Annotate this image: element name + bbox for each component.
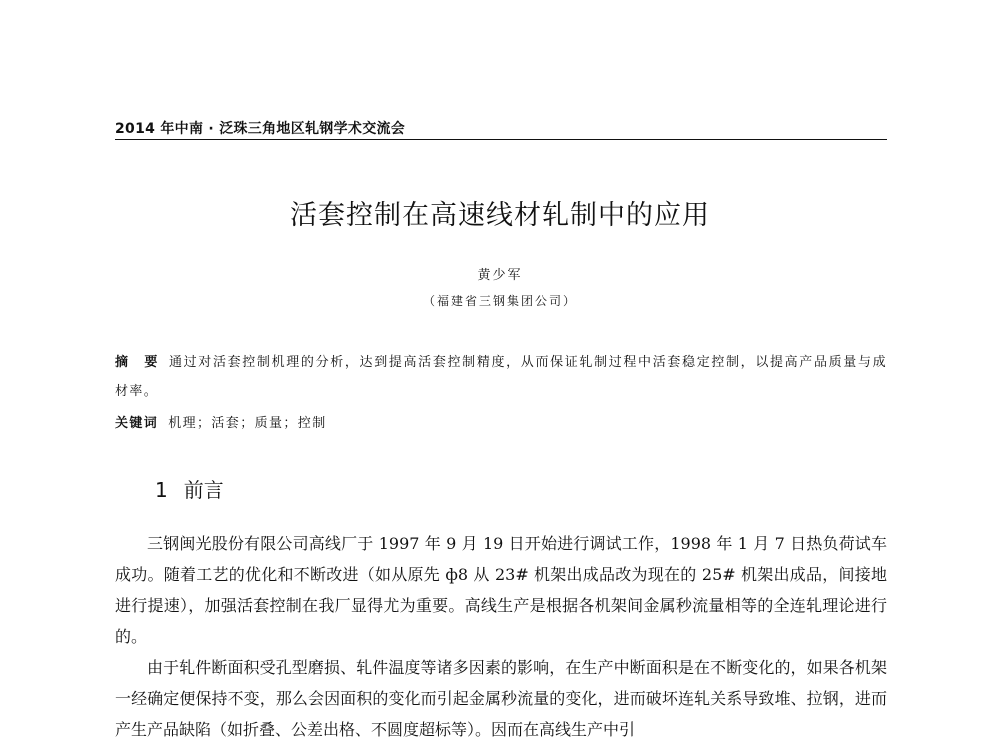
header-rule (115, 139, 887, 140)
author-affiliation: （福建省三钢集团公司） (422, 294, 577, 308)
section-body (115, 528, 887, 745)
keywords-text: 机理；活套；质量；控制 (168, 416, 327, 431)
running-header: 2014 年中南 · 泛珠三角地区轧钢学术交流会 (115, 121, 406, 137)
abstract-label: 摘 要 (115, 355, 159, 370)
keywords (115, 412, 327, 431)
section-title: 前言 (183, 478, 224, 502)
abstract-text: 通过对活套控制机理的分析，达到提高活套控制精度，从而保证轧制过程中活套稳定控制，以提高产品质量与成材率。 (115, 355, 887, 399)
body-paragraph: 三钢闽光股份有限公司高线厂于 1997 年 9 月 19 日开始进行调试工作，1998 年 1 月 7 日热负荷试车成功。随着工艺的优化和不断改进（如从原先 ф8 从 23# 机架出成品改为现在的 25# 机架出成品，间接地进行提速），加强活套控制在我厂显得尤为重要。高线生产是根据各机架间金属秒流量相等的全连轧理论进行的。 (115, 534, 887, 646)
body-paragraph: 由于轧件断面积受孔型磨损、轧件温度等诸多因素的影响，在生产中断面积是在不断变化的，如果各机架一经确定便保持不变，那么会因面积的变化而引起金属秒流量的变化，进而破坏连轧关系导致堆、拉钢，进而产生产品缺陷（如折叠、公差出格、不圆度超标等）。因而在高线生产中引 (115, 658, 887, 739)
author-name: 黄少军 (477, 268, 523, 283)
section-heading (155, 474, 224, 503)
paper-title: 活套控制在高速线材轧制中的应用 (290, 200, 710, 231)
abstract (115, 348, 887, 406)
section-number: 1 (155, 478, 168, 502)
keywords-label: 关键词 (115, 416, 159, 431)
